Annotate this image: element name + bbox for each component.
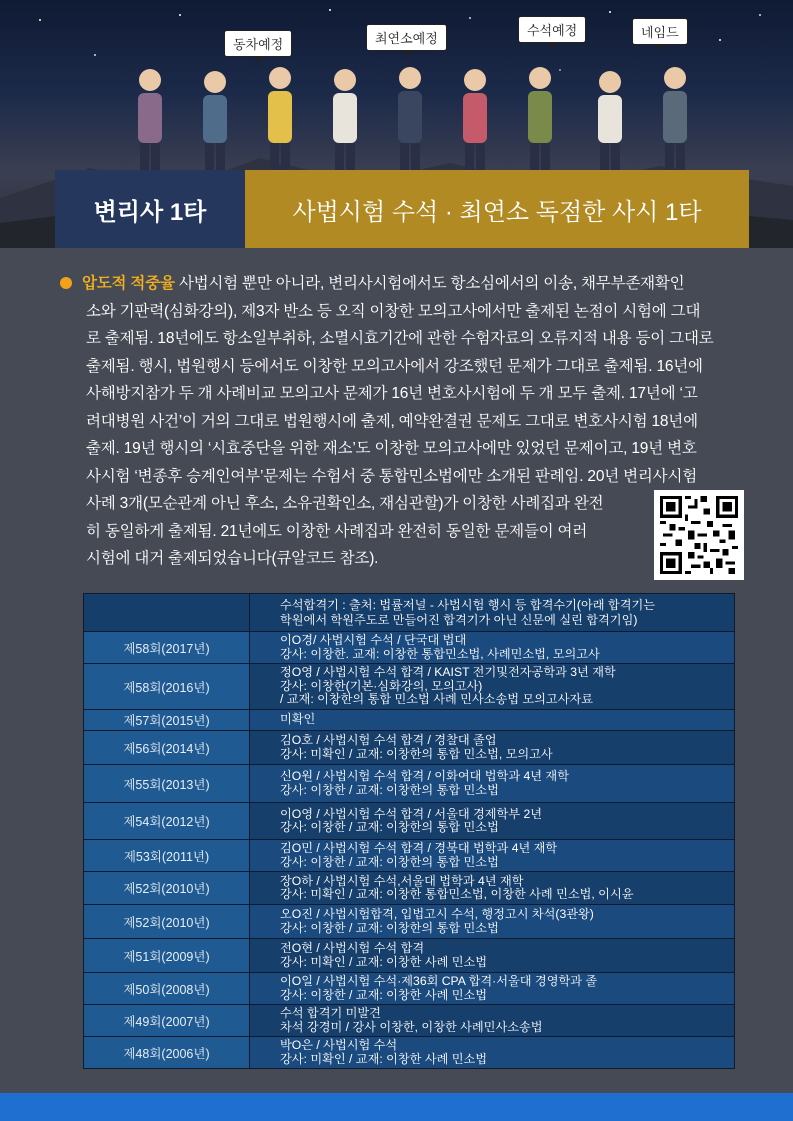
table-row (84, 973, 735, 1005)
row-year: 제48회(2006년) (84, 1037, 250, 1069)
qr-code-icon[interactable] (654, 490, 744, 580)
table-row (84, 1005, 735, 1037)
header-line: 수석합격기 : 출처: 법률저널 - 사법시험 행시 등 합격수기(아래 합격기는 (280, 597, 656, 612)
table-row (84, 872, 735, 905)
row-desc (250, 710, 735, 731)
row-desc (250, 1005, 735, 1037)
body-line: 출제. 19년 행시의 ‘시효중단을 위한 재소’도 이창한 모의고사에만 있었던 문제이고, 19년 변호 (86, 440, 697, 457)
row-line: 박O은 / 사법시험 수석 (280, 1038, 398, 1052)
table-header-year (84, 594, 250, 632)
speech-bubble-2: 최연소예정 (366, 24, 447, 51)
row-line: 미확인 (280, 712, 316, 727)
row-line: 김O민 / 사법시험 수석 합격 / 경북대 법학과 4년 재학 (280, 841, 558, 855)
row-line: 이O일 / 사법시험 수석·제36회 CPA 합격·서울대 경영학과 졸 (280, 974, 598, 988)
body-line: 시험에 대거 출제되었습니다(큐알코드 참조). (86, 550, 379, 567)
row-year: 제57회(2015년) (84, 710, 250, 731)
row-line: 강사: 미확인 / 교재: 이창한 사례 민소법 (280, 1051, 488, 1066)
row-year: 제55회(2013년) (84, 765, 250, 803)
row-year: 제58회(2017년) (84, 632, 250, 664)
body-paragraph (60, 270, 750, 573)
table-row (84, 632, 735, 664)
table-row (84, 840, 735, 872)
row-desc (250, 872, 735, 905)
row-year: 제51회(2009년) (84, 939, 250, 973)
row-year: 제52회(2010년) (84, 872, 250, 905)
row-desc (250, 803, 735, 840)
row-desc (250, 973, 735, 1005)
row-line: 전O현 / 사법시험 수석 합격 (280, 941, 425, 955)
row-desc (250, 765, 735, 803)
table-header-row (84, 594, 735, 632)
row-line: 강사: 이창한 / 교재: 이창한 사례 민소법 (280, 987, 488, 1002)
table-row (84, 710, 735, 731)
row-desc (250, 905, 735, 939)
table-header-desc (250, 594, 735, 632)
row-line: 강사: 미확인 / 교재: 이창한 통합민소법, 이창한 사례 민소법, 이시윤 (280, 887, 634, 901)
highlight-text: 압도적 적중율 (82, 275, 175, 292)
table-row (84, 939, 735, 973)
body-line: 사례 3개(모순관계 아닌 후소, 소유권확인소, 재심관할)가 이창한 사례집과 완전 (86, 495, 604, 512)
row-line: 수석 합격기 미발견 (280, 1006, 381, 1020)
row-year: 제58회(2016년) (84, 664, 250, 710)
row-line: 정O영 / 사법시험 수석 합격 / KAIST 전기및전자공학과 3년 재학 (280, 665, 616, 680)
row-line: 신O원 / 사법시험 수석 합격 / 이화여대 법학과 4년 재학 (280, 769, 569, 783)
row-year: 제53회(2011년) (84, 840, 250, 872)
top-scorer-table (83, 593, 735, 1069)
row-year: 제52회(2010년) (84, 905, 250, 939)
table-row (84, 731, 735, 765)
body-line: 로 출제됨. 18년에도 항소일부취하, 소멸시효기간에 관한 수험자료의 오류지적 내용 등이 그대로 (86, 330, 714, 347)
row-line: 강사: 이창한. 교재: 이창한 통합민소법, 사례민소법, 모의고사 (280, 646, 600, 661)
row-line: 강사: 이창한 / 교재: 이창한의 통합 민소법 (280, 920, 499, 935)
row-line: 강사: 미확인 / 교재: 이창한의 통합 민소법, 모의고사 (280, 746, 553, 761)
row-line: 김O호 / 사법시험 수석 합격 / 경찰대 졸업 (280, 733, 497, 747)
table-row (84, 803, 735, 840)
body-line: 출제됨. 행시, 법원행시 등에서도 이창한 모의고사에서 강조했던 문제가 그대로 출제됨. 16년에 (86, 357, 703, 375)
header-line: 학원에서 학원주도로 만들어진 합격기가 아닌 신문에 실린 합격기임) (280, 612, 638, 627)
row-line: 강사: 이창한 / 교재: 이창한의 통합 민소법 (280, 820, 499, 834)
row-year: 제50회(2008년) (84, 973, 250, 1005)
row-line: 강사: 이창한 / 교재: 이창한의 통합 민소법 (280, 782, 499, 797)
row-desc (250, 840, 735, 872)
speech-bubble-1: 동차예정 (224, 30, 292, 57)
body-line: 사법시험 뿐만 아니라, 변리사시험에서도 항소심에서의 이송, 채무부존재확인 (174, 275, 685, 292)
row-year: 제56회(2014년) (84, 731, 250, 765)
row-line: 이O영 / 사법시험 수석 합격 / 서울대 경제학부 2년 (280, 806, 543, 821)
row-line: 이O경/ 사법시험 수석 / 단국대 법대 (280, 633, 467, 647)
table-row (84, 664, 735, 710)
table-row (84, 1037, 735, 1069)
speech-bubble-4: 네임드 (632, 18, 688, 45)
row-line: 차석 강경미 / 강사 이창한, 이창한 사례민사소송법 (280, 1019, 543, 1034)
row-desc (250, 632, 735, 664)
row-line: 장O하 / 사법시험 수석,서울대 법학과 4년 재학 (280, 873, 524, 888)
row-desc (250, 939, 735, 973)
row-line: 강사: 이창한(기본·심화강의, 모의고사) (280, 678, 483, 693)
row-desc (250, 664, 735, 710)
table-row (84, 765, 735, 803)
title-left-box: 변리사 1타 (55, 170, 245, 248)
bullet-dot-icon (60, 277, 72, 289)
footer-bar (0, 1093, 793, 1121)
row-desc (250, 731, 735, 765)
table-row (84, 905, 735, 939)
row-year: 제54회(2012년) (84, 803, 250, 840)
speech-bubble-3: 수석예정 (518, 16, 586, 43)
body-line: 히 동일하게 출제됨. 21년에도 이창한 사례집과 완전히 동일한 문제들이 여러 (86, 522, 588, 540)
row-line: 강사: 이창한 / 교재: 이창한의 통합 민소법 (280, 854, 499, 869)
row-line: / 교재: 이창한의 통합 민소법 사례 민사소송법 모의고사자료 (280, 692, 594, 707)
body-line: 사해방지참가 두 개 사례비교 모의고사 문제가 16년 변호사시험에 두 개 모두 출제. 17년에 ‘고 (86, 385, 698, 402)
row-line: 오O진 / 사법시험합격, 입법고시 수석, 행정고시 차석(3관왕) (280, 907, 594, 921)
row-line: 강사: 미확인 / 교재: 이창한 사례 민소법 (280, 954, 488, 969)
title-right-box: 사법시험 수석 · 최연소 독점한 사시 1타 (245, 170, 749, 248)
body-line: 소와 기판력(심화강의), 제3자 반소 등 오직 이창한 모의고사에서만 출제된 논점이 시험에 그대 (86, 302, 701, 320)
row-desc (250, 1037, 735, 1069)
body-line: 사시험 ‘변종후 승계인여부’문제는 수험서 중 통합민소법에만 소개된 판례임. 20년 변리사시험 (86, 467, 697, 485)
row-year: 제49회(2007년) (84, 1005, 250, 1037)
body-line: 려대병원 사건’이 거의 그대로 법원행시에 출제, 예약완결권 문제도 그대로 변호사시험 18년에 (86, 412, 698, 430)
